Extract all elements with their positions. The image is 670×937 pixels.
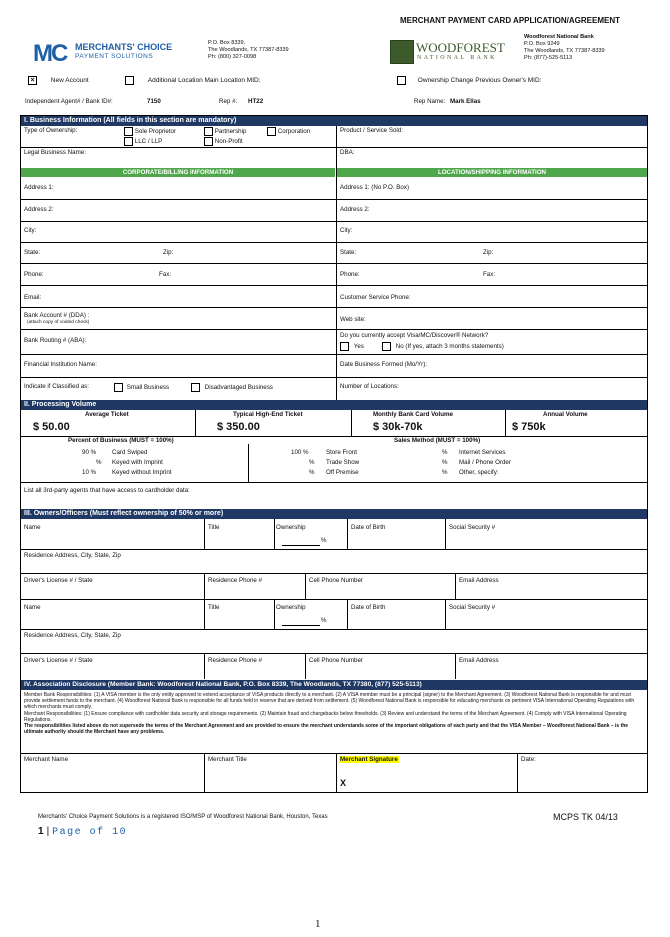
signature-x[interactable]: X [340,778,347,788]
high-ticket-value[interactable]: $ 350.00 [217,421,260,433]
owner2-ssn-label: Social Security # [449,604,496,611]
additional-location-row [125,76,261,85]
billing-address1-label: Address 1: [24,184,54,191]
owner1-email-label: Email Address [459,577,499,584]
woodforest-logo [390,40,516,66]
wf-address: Woodforest National Bank P.O. Box 9249 The Woodlands, TX 77387-8339 Ph: (877)-525-5113 [524,34,605,61]
website-label: Web site: [340,316,366,323]
billing-address2-label: Address 2: [24,206,54,213]
owner1-license-label: Driver's License # / State [24,577,93,584]
owner2-title-label: Title [208,604,220,611]
percent-business-label: Percent of Business (MUST = 100%) [68,437,174,444]
billing-state-label: State: [24,249,41,256]
routing-label: Bank Routing # (ABA): [24,337,87,344]
merchants-choice-logo [33,40,183,70]
cs-phone-label: Customer Service Phone: [340,294,411,301]
bank-account-note: (attach copy of voided check) [27,320,90,325]
accept-no-option[interactable]: No (If yes, attach 3 months statements) [382,342,504,351]
sole-prop-option[interactable]: Sole Proprietor [124,127,176,136]
bottom-page-number: 1 [315,918,321,930]
billing-city-label: City: [24,227,37,234]
location-fax-label: Fax: [483,271,496,278]
corporation-checkbox[interactable] [267,127,276,136]
bank-account-label: Bank Account # (DDA) : [24,312,90,319]
rep-label: Rep #: [219,98,238,105]
responsibilities-note: The responsibilities listed above do not supersede the terms of the Merchant Agreement and are provided to ensure the merchant understands some of the important obligations of each party and that the VISA Member – Woodforest National Bank – is the ultimate authority should the Merchant have any problems. [24,723,629,736]
owner1-residence-label: Residence Address, City, State, Zip [24,552,121,559]
wf-sub: NATIONAL BANK [417,55,497,61]
location-state-label: State: [340,249,357,256]
billing-zip-label: Zip: [163,249,174,256]
owner1-name-label: Name [24,524,41,531]
owner2-cell-label: Cell Phone Number [309,657,363,664]
agent-value[interactable]: 7150 [147,98,161,105]
annual-volume-value[interactable]: $ 750k [512,421,546,433]
owner2-email-label: Email Address [459,657,499,664]
merchant-title-label: Merchant Title [208,756,247,763]
owner2-ownership-line[interactable] [282,625,320,626]
corporation-option[interactable]: Corporation [267,127,310,136]
date-formed-label: Date Business Formed (Mo/Yr): [340,361,427,368]
form-title: MERCHANT PAYMENT CARD APPLICATION/AGREEMENT [400,16,621,25]
owner1-ssn-label: Social Security # [449,524,496,531]
financial-institution-label: Financial Institution Name: [24,361,97,368]
legal-name-label: Legal Business Name: [24,149,86,156]
ownership-change-label: Ownership Change Previous Owner's MID: [417,77,542,85]
nonprofit-checkbox[interactable] [204,137,213,146]
rep-name-label: Rep Name: [414,98,446,105]
owner1-res-phone-label: Residence Phone # [208,577,263,584]
monthly-volume-value[interactable]: $ 30k-70k [373,421,423,433]
monthly-volume-label: Monthly Bank Card Volume [373,411,453,418]
signature-date-label: Date: [521,756,536,763]
form-id: MCPS TK 04/13 [553,812,618,822]
additional-location-checkbox[interactable] [125,76,134,85]
type-ownership-label: Type of Ownership: [24,127,78,134]
small-business-option[interactable]: Small Business [114,383,169,392]
new-account-row [28,76,89,85]
owner2-dob-label: Date of Birth [351,604,386,611]
small-business-checkbox[interactable] [114,383,123,392]
sales-method-label: Sales Method (MUST = 100%) [394,437,481,444]
accept-no-checkbox[interactable] [382,342,391,351]
page-indicator: 1 | Page of 10 [38,826,128,838]
merchant-signature-label: Merchant Signature [340,756,398,763]
section-business-header: I. Business Information (All fields in this section are mandatory) [21,116,647,126]
rep-value[interactable]: HT22 [248,98,264,105]
llc-option[interactable]: LLC / LLP [124,137,162,146]
owner2-residence-label: Residence Address, City, State, Zip [24,632,121,639]
wf-name: WOODFOREST [416,40,505,55]
mc-address: P.O. Box 8339, The Woodlands, TX 77387-8339 Ph: (800) 327-0098 [208,40,289,60]
accept-yes-option[interactable]: Yes [340,342,364,351]
section-owners-header: III. Owners/Officers (Must reflect ownership of 50% or more) [21,509,647,519]
product-label: Product / Service Sold: [340,127,403,134]
mc-sub: PAYMENT SOLUTIONS [75,53,154,60]
section-disclosure-header: IV. Association Disclosure (Member Bank: Woodforest National Bank, P.O. Box 8339, The Woodlands, TX 77380, (877) 525-5113) [21,680,647,690]
partnership-checkbox[interactable] [204,127,213,136]
disadvantaged-checkbox[interactable] [191,383,200,392]
llc-checkbox[interactable] [124,137,133,146]
owner1-dob-label: Date of Birth [351,524,386,531]
third-party-label: List all 3rd-party agents that have access to cardholder data: [24,487,190,494]
owner2-res-phone-label: Residence Phone # [208,657,263,664]
disclosure-text [24,692,644,735]
new-account-label: New Account [50,77,89,85]
location-zip-label: Zip: [483,249,494,256]
ownership-change-checkbox[interactable] [397,76,406,85]
nonprofit-option[interactable]: Non-Profit [204,137,243,146]
location-shipping-header: LOCATION/SHIPPING INFORMATION [337,168,647,177]
rep-name-value[interactable]: Mark Ellas [450,98,481,105]
merchant-responsibilities: Merchant Responsibilities: (1) Ensure compliance with cardholder data security and storage requirements. (2) Maintain fraud and chargebacks below thresholds. (3) Review and understand the terms of the Merchant Agreement. (4) Comply with VISA International Operating Regulations. [24,710,627,723]
avg-ticket-label: Average Ticket [85,411,129,418]
owner2-license-label: Driver's License # / State [24,657,93,664]
billing-fax-label: Fax: [159,271,172,278]
billing-phone-label: Phone: [24,271,44,278]
merchant-name-label: Merchant Name [24,756,69,763]
accept-cards-question: Do you currently accept Visa/MC/Discover® Network? [340,332,489,339]
high-ticket-label: Typical High-End Ticket [233,411,303,418]
owner2-pct-sign: % [321,617,327,624]
owner1-pct-sign: % [321,537,327,544]
application-form: I. Business Information (All fields in this section are mandatory) Type of Ownership: Sole Proprietor Partnership Corporation LLC / LLP Non-Profit Product / Service Sold: Legal Business Name: DBA: CORPORATE/BILLING INFORMATION LOCATION/SHIPPING INFORMATION Address 1: Address 1: (No P.O. Box) Address 2: Address 2: City: City: State: Zip: State: Zip: Phone: Fax: Phone: Fax: Email: Customer Service Phone: Bank Account # (DDA) : (attach copy of voided check) Web site: Bank Routing # (ABA): Do you currently accept Visa/MC/Discover® Network? Yes No (If yes, attach 3 months statements) Financial Institution Name: Date Business Formed (Mo/Yr): Indicate if Classified as: Small Business Disadvantaged Business Number of Locations: II. Processing Volume Average Ticket Typical High-End Ticket Monthly Bank Card Volume Annual Volume $ 50.00 $ 350.00 $ 30k-70k $ 750k Percent of Business (MUST = 100%) Sales Method (MUST = 100%) 90 % Card Swiped % Keyed with Imprint 10 % Keyed without Imprint 100 % Store Front % Trade Show % Off Premise % Internet Services % Mail / Phone Order % Other, specify: List all 3rd-party agents that have access to cardholder data: III. Owners/Officers (Must reflect ownership of 50% or more) Name Title Ownership % Date of Birth Social Security # Residence Address, City, State, Zip Driver's License # / State Residence Phone # Cell Phone Number Email Address Name Title Ownership % Date of Birth Social Security # Residence Address, City, State, Zip Driver's License # / State Residence Phone # Cell Phone Number Email Address IV. Association Disclosure (Member Bank: Woodforest National Bank, P.O. Box 8339, The Woodlands, TX 77380, (877) 525-5113) Member Bank Responsibilities: (1) A VISA member is the only entity approved to extend acceptance of VISA products directly to a merchant. (2) A VISA member must be a principal (signer) to the Merchant Agreement. (3) Woodforest National Bank is responsible for and must provide settlement funds to the merchant. (4) Woodforest National Bank is responsible for all funds held in reserve that are derived from settlement. (5) Woodforest National Bank is responsible for educating merchants on pertinent VISA International Operating Regulations with which merchants must comply. Merchant Responsibilities: (1) Ensure compliance with cardholder data security and storage requirements. (2) Maintain fraud and chargebacks below thresholds. (3) Review and understand the terms of the Merchant Agreement. (4) Comply with VISA International Operating Regulations. The responsibilities listed above do not supersede the terms of the Merchant Agreement and are provided to ensure the merchant understands some of the important obligations of each party and that the VISA Member – Woodforest National Bank – is the ultimate authority should the Merchant have any problems. Merchant Name Merchant Title Merchant Signature X Date: [20,115,648,793]
section-processing-header: II. Processing Volume [21,400,647,410]
owner2-ownership-label: Ownership [276,604,306,611]
accept-yes-checkbox[interactable] [340,342,349,351]
dba-label: DBA: [340,149,355,156]
num-locations-label: Number of Locations: [340,383,399,390]
ownership-change-row [397,76,542,85]
location-address1-label: Address 1: (No P.O. Box) [340,184,410,191]
mc-logo-letters: MC [33,40,67,67]
tree-icon [390,40,414,64]
annual-volume-label: Annual Volume [543,411,588,418]
owner1-cell-label: Cell Phone Number [309,577,363,584]
disadvantaged-option[interactable]: Disadvantaged Business [191,383,273,392]
owner1-ownership-label: Ownership [276,524,306,531]
footer-iso-text: Merchants' Choice Payment Solutions is a registered ISO/MSP of Woodforest National Bank, Houston, Texas [38,814,328,820]
owner2-name-label: Name [24,604,41,611]
partnership-option[interactable]: Partnership [204,127,246,136]
location-city-label: City: [340,227,353,234]
owner1-ownership-line[interactable] [282,545,320,546]
location-address2-label: Address 2: [340,206,370,213]
location-phone-label: Phone: [340,271,360,278]
sole-prop-checkbox[interactable] [124,127,133,136]
new-account-checkbox[interactable]: × [28,76,37,85]
avg-ticket-value[interactable]: $ 50.00 [33,421,70,433]
corporate-billing-header: CORPORATE/BILLING INFORMATION [21,168,335,177]
mc-name: MERCHANTS' CHOICE [75,42,173,52]
agent-label: Independent Agent# / Bank ID#: [25,98,113,105]
email-label: Email: [24,294,42,301]
classified-label: Indicate if Classified as: [24,383,89,390]
member-bank-responsibilities: Member Bank Responsibilities: (1) A VISA member is the only entity approved to extend acceptance of VISA products directly to a merchant. (2) A VISA member must be a principal (signer) to the Merchant Agreement. (3) Woodforest National Bank is responsible for and must provide settlement funds to the merchant. (4) Woodforest National Bank is responsible for all funds held in reserve that are derived from settlement. (5) Woodforest National Bank is responsible for educating merchants on pertinent VISA International Operating Regulations with which merchants must comply. [24,692,635,711]
additional-location-label: Additional Location Main Location MID: [147,77,261,85]
owner1-title-label: Title [208,524,220,531]
